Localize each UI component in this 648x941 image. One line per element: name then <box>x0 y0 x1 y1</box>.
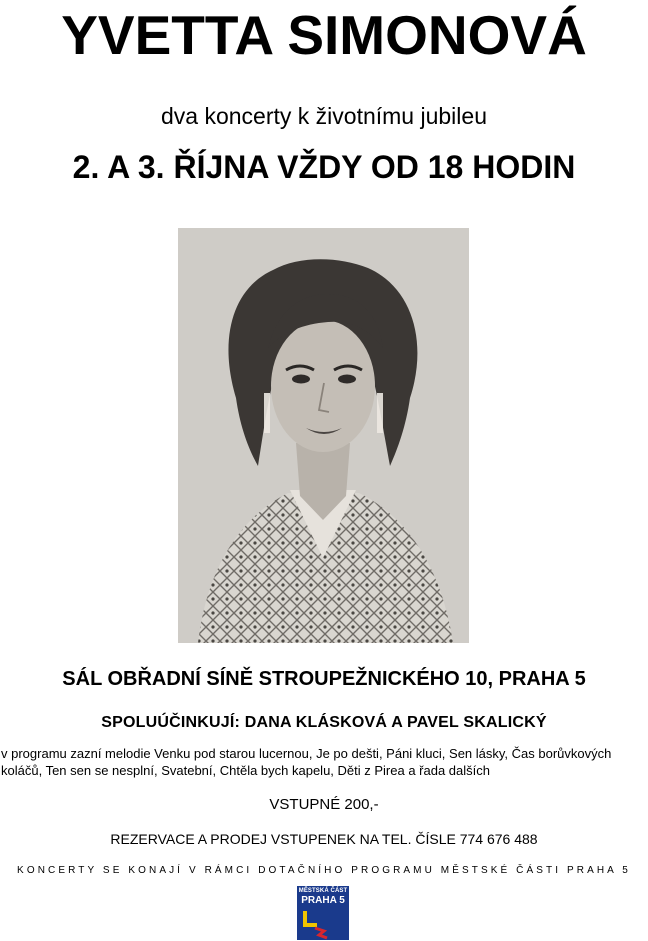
portrait-photo <box>178 228 469 643</box>
portrait-illustration <box>178 228 469 643</box>
program-description: v programu zazní melodie Venku pod starou lucernou, Je po dešti, Páni kluci, Sen lásky, Čas borůvkových koláčů, Ten sen se nesplní, Svatební, Chtěla bych kapelu, Děti z Pirea a řada dalších <box>1 746 612 778</box>
ticket-price: VSTUPNÉ 200,- <box>269 796 379 813</box>
logo-city-label: PRAHA 5 <box>301 895 345 906</box>
logo-mark-icon <box>297 908 349 940</box>
concert-dates: 2. A 3. ŘÍJNA VŽDY OD 18 HODIN <box>72 149 576 185</box>
logo-district-label: MĚSTSKÁ ČÁST <box>298 888 348 894</box>
poster-title: YVETTA SIMONOVÁ <box>61 4 587 66</box>
funding-note: KONCERTY SE KONAJÍ V RÁMCI DOTAČNÍHO PROGRAMU MĚSTSKÉ ČÁSTI PRAHA 5 <box>17 865 631 876</box>
poster-subtitle: dva koncerty k životnímu jubileu <box>161 103 487 129</box>
praha5-logo <box>297 886 349 940</box>
venue-address: SÁL OBŘADNÍ SÍNĚ STROUPEŽNICKÉHO 10, PRAHA 5 <box>62 668 586 690</box>
reservation-info: REZERVACE A PRODEJ VSTUPENEK NA TEL. ČÍSLE 774 676 488 <box>110 831 538 847</box>
guest-performers: SPOLUÚČINKUJÍ: DANA KLÁSKOVÁ A PAVEL SKALICKÝ <box>101 714 547 731</box>
